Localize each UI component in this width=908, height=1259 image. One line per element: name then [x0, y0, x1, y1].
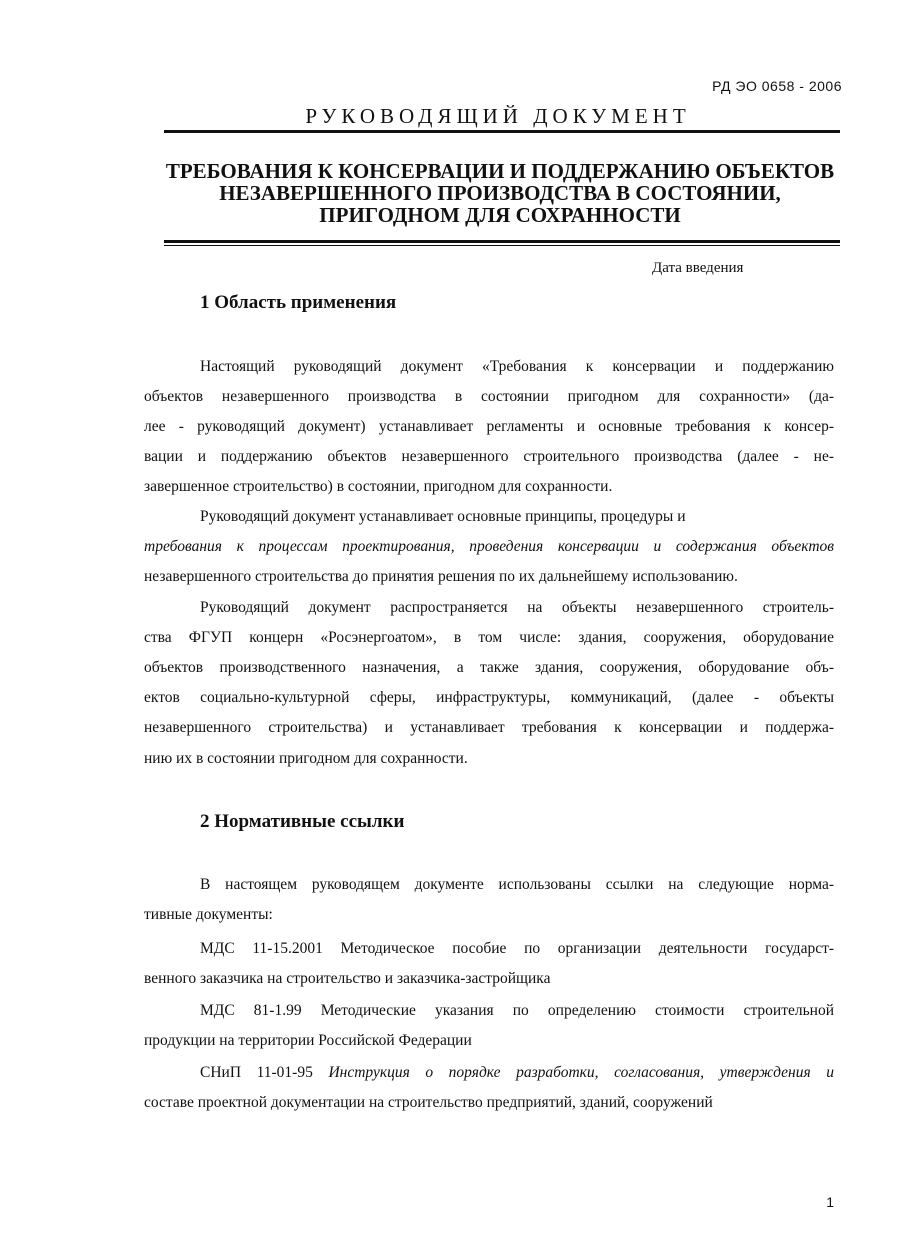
reference-text: Методическое пособие по организации деятельности государст- — [322, 940, 835, 957]
paragraph-line: объектов производственного назначения, а также здания, сооружения, оборудование объ- — [144, 659, 834, 676]
header-rule-top — [164, 130, 840, 133]
title-rule-thin — [164, 245, 840, 246]
paragraph-line: ства ФГУП концерн «Росэнергоатом», в том числе: здания, сооружения, оборудование — [144, 629, 834, 646]
reference-line: венного заказчика на строительство и заказчика-застройщика — [144, 970, 551, 987]
paragraph-line: Руководящий документ распространяется на объекты незавершенного строитель- — [200, 599, 834, 616]
paragraph-line: тивные документы: — [144, 906, 273, 923]
paragraph-line: незавершенного строительства до принятия решения по их дальнейшему использованию. — [144, 568, 738, 585]
paragraph-line: объектов незавершенного производства в состоянии пригодном для сохранности» (да- — [144, 388, 834, 405]
paragraph-line: ектов социально-культурной сферы, инфраструктуры, коммуникаций, (далее - объекты — [144, 689, 834, 706]
document-type-heading: РУКОВОДЯЩИЙ ДОКУМЕНТ — [305, 104, 691, 128]
reference-line — [200, 940, 834, 958]
paragraph-line: вации и поддержанию объектов незавершенного строительного производства (далее - не- — [144, 448, 834, 465]
section-1-heading: 1 Область применения — [200, 292, 397, 313]
title-line: ПРИГОДНОМ ДЛЯ СОХРАННОСТИ — [319, 203, 681, 227]
reference-line — [200, 1002, 834, 1020]
title-line: НЕЗАВЕРШЕННОГО ПРОИЗВОДСТВА В СОСТОЯНИИ, — [219, 181, 781, 205]
reference-code: СНиП 11-01-95 — [200, 1064, 313, 1081]
paragraph-line: завершенное строительство) в состоянии, пригодном для сохранности. — [144, 478, 613, 495]
paragraph-line: требования к процессам проектирования, проведения консервации и содержания объектов — [144, 538, 834, 555]
date-of-introduction: Дата введения — [652, 260, 744, 276]
paragraph-line: В настоящем руководящем документе использованы ссылки на следующие норма- — [200, 876, 834, 893]
reference-code: МДС 81-1.99 — [200, 1002, 302, 1019]
reference-line: продукции на территории Российской Федерации — [144, 1032, 472, 1049]
reference-code: МДС 11-15.2001 — [200, 940, 323, 957]
paragraph-line: незавершенного строительства) и устанавливает требования к консервации и поддержа- — [144, 719, 834, 736]
document-code: РД ЭО 0658 - 2006 — [712, 78, 842, 94]
title-line: ТРЕБОВАНИЯ К КОНСЕРВАЦИИ И ПОДДЕРЖАНИЮ ОБЪЕКТОВ — [165, 159, 835, 183]
title-rule-thick — [164, 240, 840, 243]
document-title — [140, 160, 860, 226]
reference-line: составе проектной документации на строительство предприятий, зданий, сооружений — [144, 1094, 713, 1111]
reference-text: Инструкция о порядке разработки, согласования, утверждения и — [312, 1064, 834, 1081]
paragraph-line: Руководящий документ устанавливает основные принципы, процедуры и — [200, 508, 686, 525]
page-number: 1 — [826, 1194, 834, 1210]
reference-text: Методические указания по определению стоимости строительной — [301, 1002, 834, 1019]
paragraph-line: нию их в состоянии пригодном для сохранности. — [144, 750, 468, 767]
reference-line — [200, 1064, 834, 1082]
paragraph-line: лее - руководящий документ) устанавливает регламенты и основные требования к консер- — [144, 418, 834, 435]
paragraph-line: Настоящий руководящий документ «Требования к консервации и поддержанию — [200, 358, 834, 375]
section-2-heading: 2 Нормативные ссылки — [200, 811, 405, 832]
